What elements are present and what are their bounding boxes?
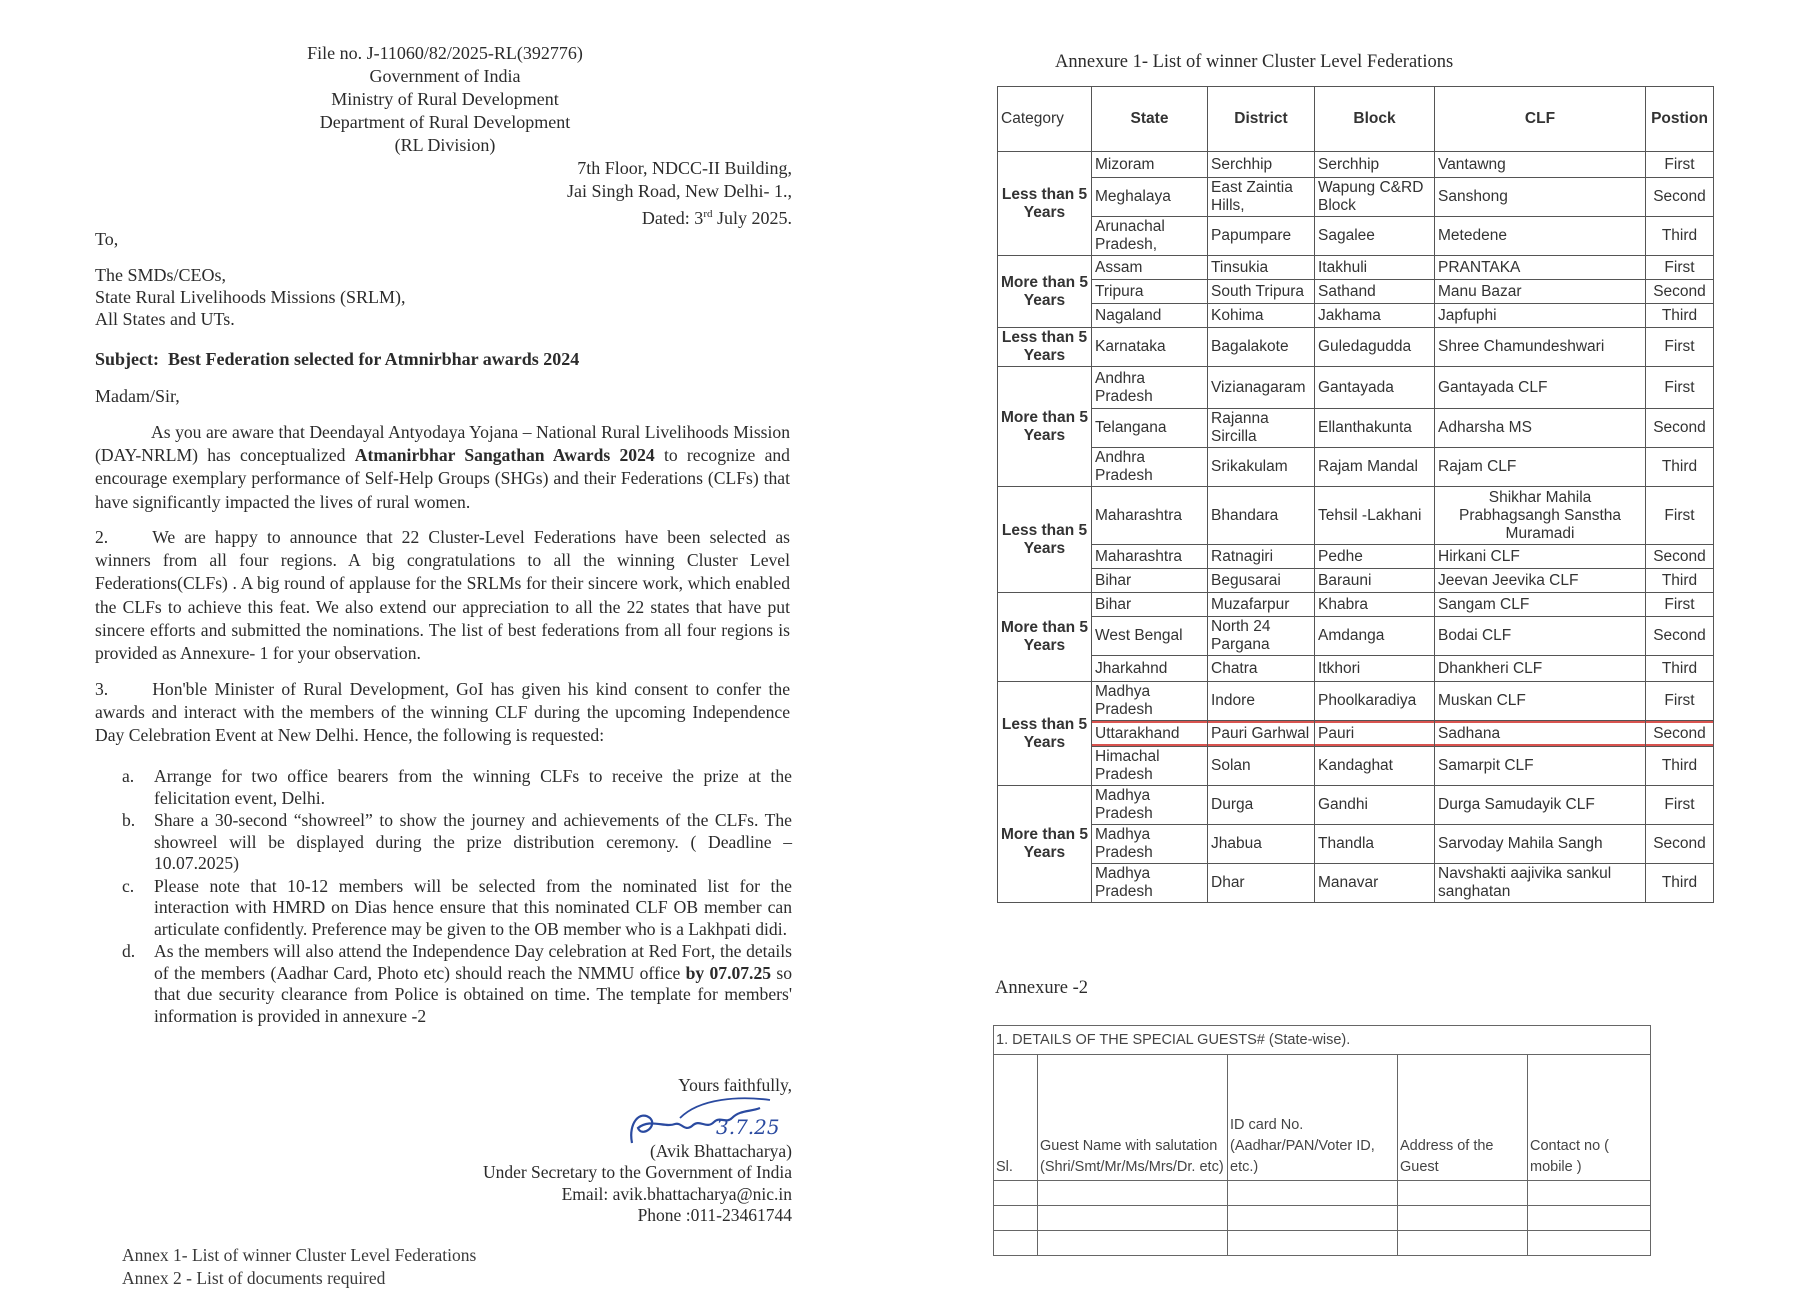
state-cell: Andhra Pradesh: [1092, 448, 1208, 487]
request-list: [122, 766, 792, 1028]
position-cell: Third: [1646, 304, 1714, 328]
district-cell: Pauri Garhwal: [1208, 721, 1315, 747]
table-row: [998, 178, 1714, 217]
column-header: Address of the Guest: [1398, 1055, 1528, 1181]
table-row: [998, 747, 1714, 786]
guests-table: [993, 1025, 1651, 1256]
position-cell: First: [1646, 786, 1714, 825]
header-ministry: Ministry of Rural Development: [331, 89, 559, 109]
district-cell: Jhabua: [1208, 825, 1315, 864]
block-cell: Tehsil -Lakhani: [1315, 487, 1435, 545]
annex-item: Annex 1- List of winner Cluster Level Federations: [122, 1245, 477, 1265]
annexure-1-title: Annexure 1- List of winner Cluster Level Federations: [1055, 52, 1454, 72]
state-cell: Maharashtra: [1092, 487, 1208, 545]
block-cell: Wapung C&RD Block: [1315, 178, 1435, 217]
state-cell: Tripura: [1092, 280, 1208, 304]
to-label: To,: [95, 229, 119, 249]
clf-cell: Manu Bazar: [1435, 280, 1646, 304]
district-cell: Ratnagiri: [1208, 545, 1315, 569]
address-line-1: 7th Floor, NDCC-II Building,: [577, 158, 792, 178]
column-header: Contact no ( mobile ): [1528, 1055, 1651, 1181]
header-government: Government of India: [369, 66, 521, 86]
position-cell: First: [1646, 487, 1714, 545]
position-cell: First: [1646, 256, 1714, 280]
recipient-line: The SMDs/CEOs,: [95, 265, 227, 285]
guests-header-row: [994, 1055, 1651, 1181]
signatory-name: (Avik Bhattacharya): [649, 1140, 792, 1161]
request-item: a. Arrange for two office bearers from the winning CLFs to receive the prize at the felicitation event, Delhi.: [122, 766, 792, 808]
block-cell: Ellanthakunta: [1315, 409, 1435, 448]
table-row: [998, 304, 1714, 328]
table-row: [998, 786, 1714, 825]
subject-line: Subject: Best Federation selected for Atmnirbhar awards 2024: [95, 349, 580, 369]
table-row: [998, 721, 1714, 747]
recipient-line: State Rural Livelihoods Missions (SRLM),: [95, 287, 406, 307]
table-row: [998, 569, 1714, 593]
letter-page: [0, 0, 840, 1300]
position-cell: First: [1646, 328, 1714, 367]
clf-cell: Muskan CLF: [1435, 682, 1646, 721]
block-cell: Serchhip: [1315, 152, 1435, 178]
signatory-phone: Phone :011-23461744: [637, 1205, 792, 1225]
block-cell: Gantayada: [1315, 367, 1435, 409]
header-department: Department of Rural Development: [319, 112, 571, 132]
table-row: [998, 367, 1714, 409]
block-cell: Phoolkaradiya: [1315, 682, 1435, 721]
district-cell: Begusarai: [1208, 569, 1315, 593]
state-cell: Karnataka: [1092, 328, 1208, 367]
category-cell: More than 5 Years: [998, 367, 1092, 487]
position-cell: Third: [1646, 217, 1714, 256]
state-cell: Mizoram: [1092, 152, 1208, 178]
state-cell: Madhya Pradesh: [1092, 864, 1208, 903]
position-cell: Second: [1646, 721, 1714, 747]
winners-table: [997, 86, 1714, 903]
table-row: [998, 825, 1714, 864]
clf-cell: Jeevan Jeevika CLF: [1435, 569, 1646, 593]
district-cell: East Zaintia Hills,: [1208, 178, 1315, 217]
column-header: ID card No.(Aadhar/PAN/Voter ID, etc.): [1228, 1055, 1398, 1181]
district-cell: Serchhip: [1208, 152, 1315, 178]
signature-block: [483, 1075, 792, 1227]
table-row: [998, 409, 1714, 448]
table-row: [998, 593, 1714, 617]
state-cell: Andhra Pradesh: [1092, 367, 1208, 409]
column-header: Postion: [1646, 87, 1714, 152]
table-row: [994, 1231, 1651, 1256]
block-cell: Barauni: [1315, 569, 1435, 593]
state-cell: Nagaland: [1092, 304, 1208, 328]
request-item: d. As the members will also attend the Independence Day celebration at Red Fort, the details of the members (Aadhar Card, Photo etc) should reach the NMMU office by 07.07.25 so that due security clearance from Police is obtained on time. The template for members' information is provided in annexure -2: [122, 941, 793, 1026]
block-cell: Jakhama: [1315, 304, 1435, 328]
position-cell: First: [1646, 152, 1714, 178]
block-cell: Sagalee: [1315, 217, 1435, 256]
signatory-title: Under Secretary to the Government of India: [482, 1162, 792, 1182]
clf-cell: Navshakti aajivika sankul sanghatan: [1435, 864, 1646, 903]
annex-list: [122, 1244, 476, 1290]
table-row: [994, 1181, 1651, 1206]
table-row: [998, 682, 1714, 721]
table-row: [998, 864, 1714, 903]
position-cell: Second: [1646, 545, 1714, 569]
district-cell: Tinsukia: [1208, 256, 1315, 280]
column-header: Block: [1315, 87, 1435, 152]
clf-cell: Adharsha MS: [1435, 409, 1646, 448]
state-cell: Maharashtra: [1092, 545, 1208, 569]
clf-cell: Gantayada CLF: [1435, 367, 1646, 409]
column-header: Guest Name with salutation (Shri/Smt/Mr/Ms/Mrs/Dr. etc): [1038, 1055, 1228, 1181]
request-item: b. Share a 30-second “showreel” to show the journey and achievements of the CLFs. The showreel will be displayed during the prize distribution ceremony. ( Deadline – 10.07.2025): [122, 810, 792, 873]
category-cell: More than 5 Years: [998, 256, 1092, 328]
table-row: [998, 152, 1714, 178]
position-cell: First: [1646, 682, 1714, 721]
table-row: [998, 280, 1714, 304]
table-row: [998, 545, 1714, 569]
clf-cell: Sadhana: [1435, 721, 1646, 747]
letter-header: [300, 42, 590, 157]
category-cell: Less than 5 Years: [998, 487, 1092, 593]
position-cell: First: [1646, 367, 1714, 409]
category-cell: More than 5 Years: [998, 593, 1092, 682]
paragraph-3: 3. Hon'ble Minister of Rural Development, GoI has given his kind consent to confer the awards and interact with the members of the winning CLF during the upcoming Independence Day Celebration Event at New Delhi. Hence, the following is requested:: [95, 679, 790, 746]
position-cell: Second: [1646, 409, 1714, 448]
position-cell: Third: [1646, 569, 1714, 593]
column-header: District: [1208, 87, 1315, 152]
signatory-email: Email: avik.bhattacharya@nic.in: [561, 1183, 792, 1204]
block-cell: Kandaghat: [1315, 747, 1435, 786]
state-cell: Madhya Pradesh: [1092, 682, 1208, 721]
recipients: [95, 264, 406, 330]
clf-cell: Shikhar Mahila Prabhagsangh Sanstha Muramadi: [1435, 487, 1646, 545]
position-cell: First: [1646, 593, 1714, 617]
state-cell: Bihar: [1092, 569, 1208, 593]
block-cell: Gandhi: [1315, 786, 1435, 825]
paragraph-2: 2. We are happy to announce that 22 Cluster-Level Federations have been selected as winners from all four regions. A big congratulations to all the winning Cluster Level Federations(CLFs) . A big round of applause for the SRLMs for their sincere work, which enabled the CLFs to achieve this feat. We also extend our appreciation to all the 22 states that have put sincere efforts and submitted the nominations. The list of best federations from all four regions is provided as Annexure- 1 for your observation.: [95, 527, 790, 664]
district-cell: Srikakulam: [1208, 448, 1315, 487]
category-cell: Less than 5 Years: [998, 328, 1092, 367]
table-header-row: [998, 87, 1714, 152]
table-row: [998, 617, 1714, 656]
recipient-line: All States and UTs.: [95, 309, 235, 329]
district-cell: North 24 Pargana: [1208, 617, 1315, 656]
address-line-2: Jai Singh Road, New Delhi- 1.,: [567, 181, 792, 201]
guests-table-caption: 1. DETAILS OF THE SPECIAL GUESTS# (State-wise).: [994, 1026, 1651, 1055]
district-cell: Muzafarpur: [1208, 593, 1315, 617]
district-cell: Papumpare: [1208, 217, 1315, 256]
position-cell: Third: [1646, 864, 1714, 903]
closing: Yours faithfully,: [678, 1075, 792, 1095]
position-cell: Second: [1646, 617, 1714, 656]
clf-cell: Rajam CLF: [1435, 448, 1646, 487]
request-item: c. Please note that 10-12 members will be selected from the nominated list for the interaction with HMRD on Dias hence ensure that this nominated CLF OB member can articulate confidently. Preference may be given to the OB member who is a Lakhpati didi.: [122, 875, 792, 939]
clf-cell: Sangam CLF: [1435, 593, 1646, 617]
file-number: File no. J-11060/82/2025-RL(392776): [307, 43, 583, 63]
column-header: Category: [998, 87, 1092, 152]
district-cell: Rajanna Sircilla: [1208, 409, 1315, 448]
header-division: (RL Division): [394, 135, 496, 155]
table-row: [998, 656, 1714, 682]
position-cell: Third: [1646, 656, 1714, 682]
block-cell: Pauri: [1315, 721, 1435, 747]
clf-cell: Japfuphi: [1435, 304, 1646, 328]
block-cell: Itakhuli: [1315, 256, 1435, 280]
column-header: CLF: [1435, 87, 1646, 152]
state-cell: Meghalaya: [1092, 178, 1208, 217]
clf-cell: Sanshong: [1435, 178, 1646, 217]
clf-cell: Vantawng: [1435, 152, 1646, 178]
state-cell: Bihar: [1092, 593, 1208, 617]
letter-date: Dated: 3rd July 2025.: [641, 208, 792, 228]
paragraph-1: As you are aware that Deendayal Antyodaya Yojana – National Rural Livelihoods Mission (DAY-NRLM) has conceptualized Atmanirbhar Sangathan Awards 2024 to recognize and encourage exemplary performance of Self-Help Groups (SHGs) and their Federations (CLFs) that have significantly impacted the lives of rural women.: [95, 422, 790, 512]
district-cell: Chatra: [1208, 656, 1315, 682]
district-cell: Bagalakote: [1208, 328, 1315, 367]
block-cell: Thandla: [1315, 825, 1435, 864]
clf-cell: Samarpit CLF: [1435, 747, 1646, 786]
state-cell: Jharkahnd: [1092, 656, 1208, 682]
state-cell: Madhya Pradesh: [1092, 786, 1208, 825]
clf-cell: Shree Chamundeshwari: [1435, 328, 1646, 367]
block-cell: Guledagudda: [1315, 328, 1435, 367]
annexure-page: [980, 0, 1800, 1300]
clf-cell: Sarvoday Mahila Sangh: [1435, 825, 1646, 864]
district-cell: Solan: [1208, 747, 1315, 786]
clf-cell: Dhankheri CLF: [1435, 656, 1646, 682]
position-cell: Second: [1646, 825, 1714, 864]
state-cell: Uttarakhand: [1092, 721, 1208, 747]
block-cell: Pedhe: [1315, 545, 1435, 569]
column-header: State: [1092, 87, 1208, 152]
table-row: [998, 256, 1714, 280]
state-cell: West Bengal: [1092, 617, 1208, 656]
state-cell: Madhya Pradesh: [1092, 825, 1208, 864]
position-cell: Third: [1646, 448, 1714, 487]
category-cell: More than 5 Years: [998, 786, 1092, 903]
position-cell: Second: [1646, 280, 1714, 304]
block-cell: Khabra: [1315, 593, 1435, 617]
district-cell: Dhar: [1208, 864, 1315, 903]
clf-cell: PRANTAKA: [1435, 256, 1646, 280]
annexure-2-title: Annexure -2: [995, 978, 1088, 998]
clf-cell: Hirkani CLF: [1435, 545, 1646, 569]
category-cell: Less than 5 Years: [998, 152, 1092, 256]
block-cell: Manavar: [1315, 864, 1435, 903]
block-cell: Amdanga: [1315, 617, 1435, 656]
state-cell: Assam: [1092, 256, 1208, 280]
district-cell: Kohima: [1208, 304, 1315, 328]
block-cell: Sathand: [1315, 280, 1435, 304]
district-cell: Durga: [1208, 786, 1315, 825]
table-row: [998, 217, 1714, 256]
district-cell: Vizianagaram: [1208, 367, 1315, 409]
state-cell: Himachal Pradesh: [1092, 747, 1208, 786]
table-row: [998, 448, 1714, 487]
clf-cell: Bodai CLF: [1435, 617, 1646, 656]
annex-item: Annex 2 - List of documents required: [122, 1268, 386, 1288]
state-cell: Arunachal Pradesh,: [1092, 217, 1208, 256]
block-cell: Rajam Mandal: [1315, 448, 1435, 487]
district-cell: Indore: [1208, 682, 1315, 721]
district-cell: South Tripura: [1208, 280, 1315, 304]
salutation: Madam/Sir,: [95, 386, 180, 406]
clf-cell: Metedene: [1435, 217, 1646, 256]
district-cell: Bhandara: [1208, 487, 1315, 545]
table-row: [998, 487, 1714, 545]
position-cell: Second: [1646, 178, 1714, 217]
svg-text:3.7.25: 3.7.25: [716, 1115, 780, 1139]
address-block: [567, 157, 792, 230]
state-cell: Telangana: [1092, 409, 1208, 448]
position-cell: Third: [1646, 747, 1714, 786]
clf-cell: Durga Samudayik CLF: [1435, 786, 1646, 825]
category-cell: Less than 5 Years: [998, 682, 1092, 786]
block-cell: Itkhori: [1315, 656, 1435, 682]
table-row: [994, 1206, 1651, 1231]
table-row: [998, 328, 1714, 367]
column-header: Sl.: [994, 1055, 1038, 1181]
